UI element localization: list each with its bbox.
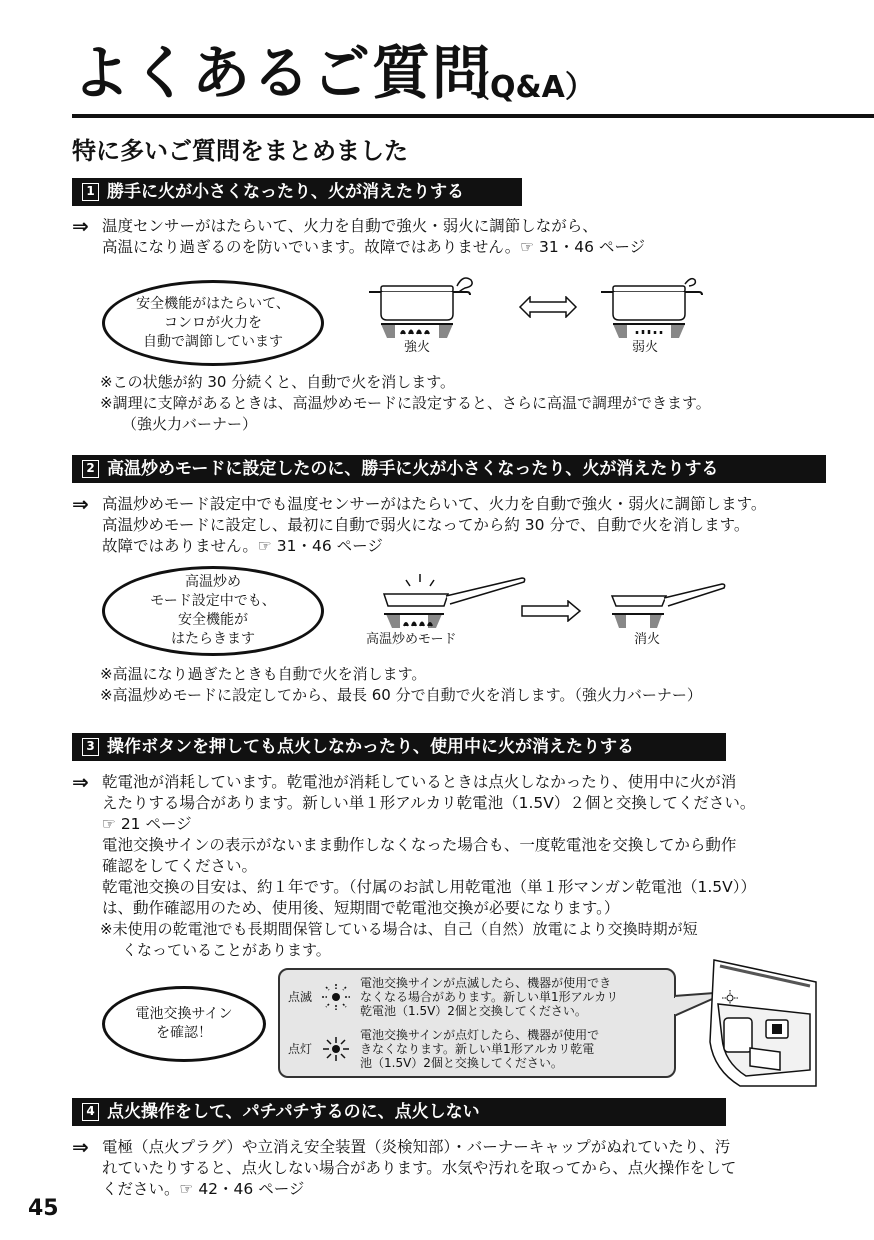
question-text-3: 操作ボタンを押しても点火しなかったり、使用中に火が消えたりする xyxy=(107,737,634,757)
answer-line: 乾電池が消耗しています。乾電池が消耗しているときは点火しなかったり、使用中に火が消 xyxy=(102,773,737,791)
page-title: よくあるご質問 xyxy=(72,39,493,107)
question-heading-2 xyxy=(72,455,826,483)
answer-line: 確認をしてください。 xyxy=(102,857,258,875)
question-number-4: 4 xyxy=(82,1103,99,1121)
blink-text-line: 電池交換サインが点滅したら、機器が使用でき xyxy=(360,976,612,990)
info-ellipse-1 xyxy=(102,280,324,366)
blinking-light-icon xyxy=(318,982,354,1012)
lit-text xyxy=(360,1028,670,1070)
note-line: ※この状態が約 30 分続くと、自動で火を消します。 xyxy=(100,373,455,391)
question-number-1: 1 xyxy=(82,183,99,201)
answer-2 xyxy=(72,494,766,557)
blink-row xyxy=(288,976,672,1022)
answer-line: 電池交換サインの表示がないまま動作しなくなった場合も、一度乾電池を交換してから動作 xyxy=(102,836,737,854)
answer-line: えたりする場合があります。新しい単１形アルカリ乾電池（1.5V）２個と交換してください。 xyxy=(102,794,756,812)
arrow-icon: ⇒ xyxy=(72,770,89,794)
lit-text-line: きなくなります。新しい単1形アルカリ乾電 xyxy=(360,1042,595,1056)
question-number-3: 3 xyxy=(82,738,99,756)
note-line: ※未使用の乾電池でも長期間保管している場合は、自己（自然）放電により交換時期が短 xyxy=(100,920,698,938)
question-text-2: 高温炒めモードに設定したのに、勝手に火が小さくなったり、火が消えたりする xyxy=(107,459,719,479)
ellipse-line: 電池交換サイン xyxy=(135,1006,233,1022)
note-line: ※調理に支障があるときは、高温炒めモードに設定すると、さらに高温で調理ができます。 xyxy=(100,394,711,412)
answer-line: 故障ではありません。☞ 31・46 ページ xyxy=(102,537,383,555)
question-heading-3 xyxy=(72,733,726,761)
answer-4 xyxy=(72,1137,736,1200)
ellipse-line: 自動で調節しています xyxy=(142,333,283,350)
answer-line: 乾電池交換の目安は、約１年です。（付属のお試し用乾電池（単１形マンガン乾電池（1.5V）） xyxy=(102,878,757,896)
page-number: 45 xyxy=(28,1196,59,1221)
label-extinguish: 消火 xyxy=(634,632,661,647)
frying-pan-off-icon xyxy=(608,580,728,634)
question-text-4: 点火操作をして、パチパチするのに、点火しない xyxy=(107,1102,480,1122)
question-number-2: 2 xyxy=(82,460,99,478)
lit-label: 点灯 xyxy=(288,1042,313,1056)
arrow-icon: ⇒ xyxy=(72,1135,89,1159)
question-text-1: 勝手に火が小さくなったり、火が消えたりする xyxy=(107,182,464,202)
note-line: くなっていることがあります。 xyxy=(122,941,331,959)
right-arrow-icon xyxy=(520,600,584,622)
info-ellipse-2 xyxy=(102,566,324,656)
ellipse-line: はたらきます xyxy=(170,631,255,647)
answer-line: ください。☞ 42・46 ページ xyxy=(102,1180,305,1198)
lit-row xyxy=(288,1028,672,1074)
page-subtitle: 特に多いご質問をまとめました xyxy=(72,137,408,165)
label-strong-flame: 強火 xyxy=(404,340,431,355)
note-3 xyxy=(100,919,698,961)
answer-line: 電極（点火プラグ）や立消え安全装置（炎検知部）・バーナーキャップがぬれていたり、汚 xyxy=(102,1138,731,1156)
ellipse-line: 安全機能が xyxy=(177,612,248,628)
blink-text xyxy=(360,976,670,1018)
answer-line: は、動作確認用のため、使用後、短期間で乾電池交換が必要になります。） xyxy=(102,899,620,917)
page-title-suffix: （Q&A） xyxy=(460,70,595,105)
lit-light-icon xyxy=(318,1034,354,1064)
question-heading-1 xyxy=(72,178,522,206)
label-weak-flame: 弱火 xyxy=(632,340,659,355)
arrow-icon: ⇒ xyxy=(72,214,89,238)
blink-text-line: なくなる場合があります。新しい単1形アルカリ xyxy=(360,990,619,1004)
double-arrow-icon xyxy=(518,296,578,318)
stove-panel-illustration xyxy=(700,952,820,1088)
note-1 xyxy=(100,372,711,435)
ellipse-line: コンロが火力を xyxy=(163,314,262,331)
note-2 xyxy=(100,664,702,706)
answer-line: 高温炒めモードに設定し、最初に自動で弱火になってから約 30 分で、自動で火を消します。 xyxy=(102,516,750,534)
ellipse-line: 安全機能がはたらいて、 xyxy=(136,295,290,312)
lit-text-line: 電池交換サインが点灯したら、機器が使用で xyxy=(360,1028,600,1042)
answer-line: 高温になり過ぎるのを防いでいます。故障ではありません。☞ 31・46 ページ xyxy=(102,238,646,256)
title-rule xyxy=(72,114,874,118)
note-line: ※高温炒めモードに設定してから、最長 60 分で自動で火を消します。（強火力バーナー） xyxy=(100,686,702,704)
lit-text-line: 池（1.5V）2個と交換してください。 xyxy=(360,1056,563,1070)
answer-line: れていたりすると、点火しない場合があります。水気や汚れを取ってから、点火操作をして xyxy=(102,1159,737,1177)
blink-label: 点滅 xyxy=(288,990,313,1004)
ellipse-line: を確認！ xyxy=(156,1025,212,1041)
answer-3 xyxy=(72,772,756,919)
answer-line: ☞ 21 ページ xyxy=(102,815,192,833)
arrow-icon: ⇒ xyxy=(72,492,89,516)
blink-text-line: 乾電池（1.5V）2個と交換してください。 xyxy=(360,1004,587,1018)
question-heading-4 xyxy=(72,1098,726,1126)
ellipse-line: 高温炒め xyxy=(184,574,241,590)
note-line: ※高温になり過ぎたときも自動で火を消します。 xyxy=(100,665,427,683)
answer-1 xyxy=(72,216,645,258)
ellipse-line: モード設定中でも、 xyxy=(150,593,276,609)
note-line: （強火力バーナー） xyxy=(122,415,258,433)
answer-line: 高温炒めモード設定中でも温度センサーがはたらいて、火力を自動で強火・弱火に調節します。 xyxy=(102,495,767,513)
label-high-heat-mode: 高温炒めモード xyxy=(366,632,457,647)
frying-pan-flame-icon xyxy=(380,572,530,634)
pot-strong-flame-icon xyxy=(365,268,475,344)
answer-line: 温度センサーがはたらいて、火力を自動で強火・弱火に調節しながら、 xyxy=(102,217,598,235)
pot-weak-flame-icon xyxy=(597,268,707,344)
battery-sign-callout xyxy=(278,968,676,1078)
info-ellipse-3 xyxy=(102,986,266,1062)
